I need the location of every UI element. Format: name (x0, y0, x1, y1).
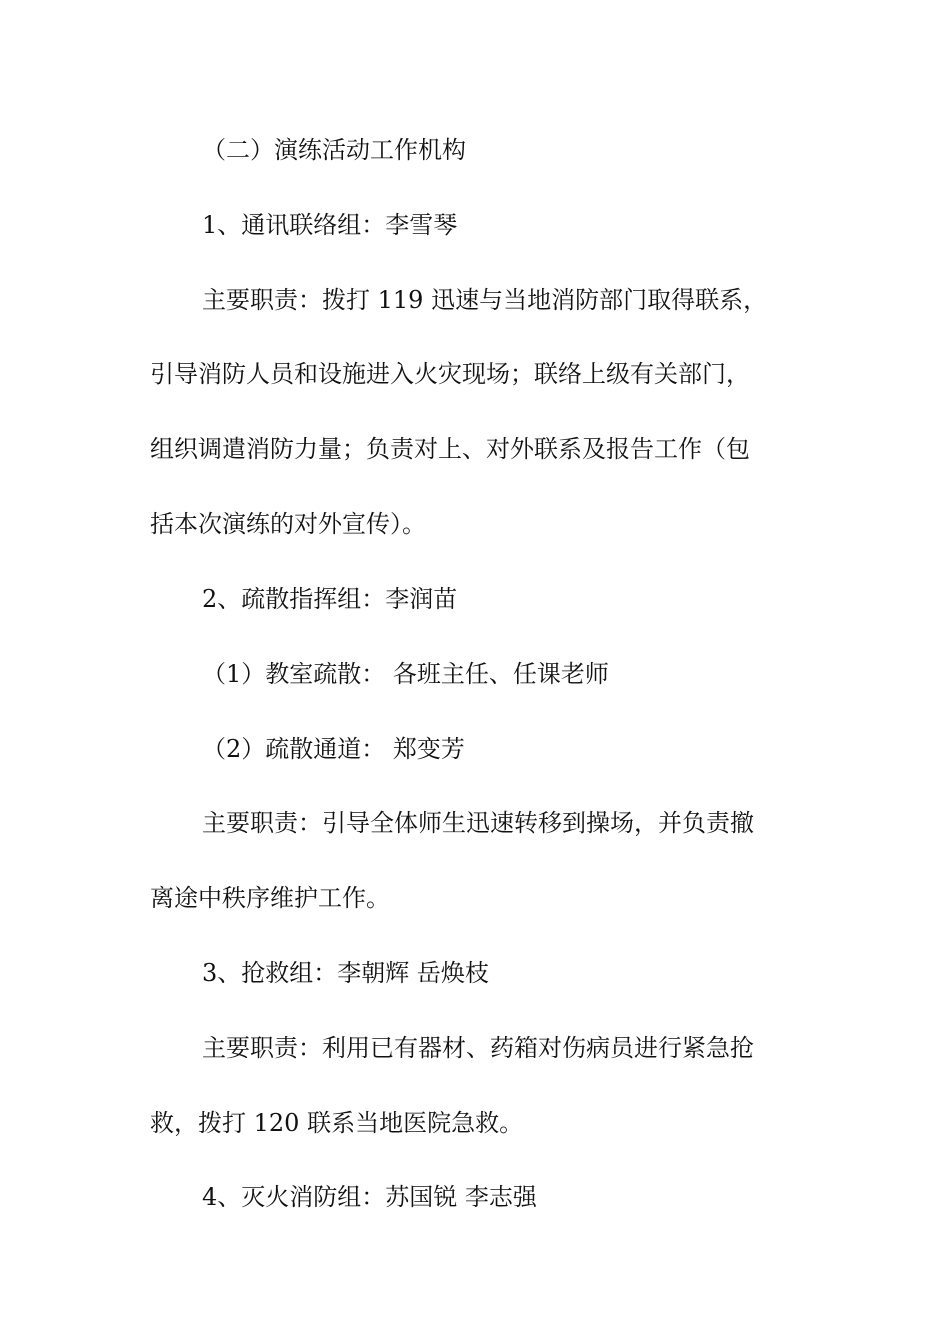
paragraph-line: 主要职责：拨打 119 迅速与当地消防部门取得联系， (202, 286, 768, 314)
paragraph-line: 主要职责：利用已有器材、药箱对伤病员进行紧急抢 (202, 1034, 754, 1062)
paragraph-line: 组织调遣消防力量；负责对上、对外联系及报告工作（包 (150, 435, 750, 463)
group-heading-evacuation: 2、疏散指挥组：李润苗 (202, 585, 458, 613)
sub-item-classroom: （1）教室疏散： 各班主任、任课老师 (202, 660, 609, 688)
section-heading: （二）演练活动工作机构 (202, 136, 466, 164)
group-heading-communication: 1、通讯联络组：李雪琴 (202, 211, 458, 239)
paragraph-line: 引导消防人员和设施进入火灾现场；联络上级有关部门， (150, 360, 750, 388)
paragraph-line: 括本次演练的对外宣传）。 (150, 510, 426, 538)
paragraph-line: 主要职责：引导全体师生迅速转移到操场，并负责撤 (202, 809, 754, 837)
group-heading-rescue: 3、抢救组：李朝辉 岳焕枝 (202, 959, 489, 987)
paragraph-line: 救，拨打 120 联系当地医院急救。 (150, 1109, 524, 1137)
paragraph-line: 离途中秩序维护工作。 (150, 884, 390, 912)
sub-item-passage: （2）疏散通道： 郑变芳 (202, 735, 465, 763)
group-heading-firefighting: 4、灭火消防组：苏国锐 李志强 (202, 1183, 537, 1211)
